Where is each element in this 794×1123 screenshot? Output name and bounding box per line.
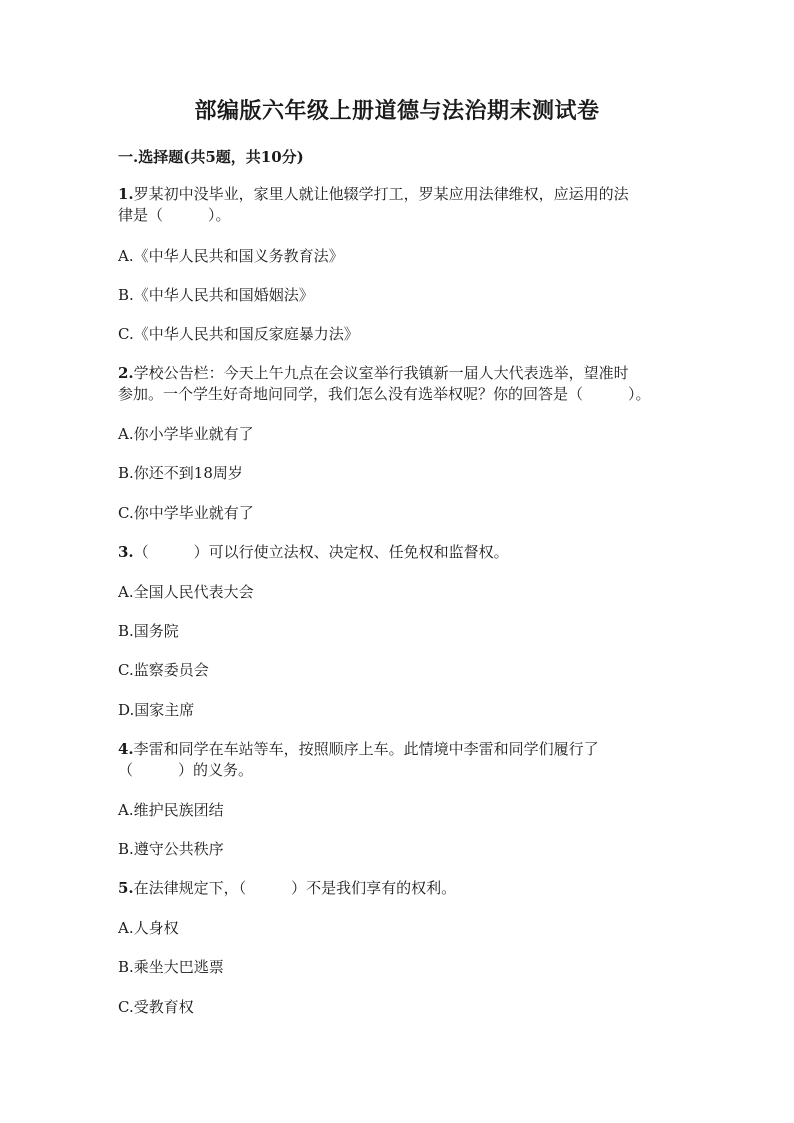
question-number: 5. [118, 879, 134, 897]
question-text-line: 罗某初中没毕业，家里人就让他辍学打工，罗某应用法律维权，应运用的法 [133, 185, 629, 203]
question-2-option-c: C.你中学毕业就有了 [118, 504, 254, 522]
question-5-stem [118, 878, 678, 899]
question-4-stem [118, 739, 678, 781]
question-text-line: 学校公告栏：今天上午九点在会议室举行我镇新一届人大代表选举，望准时 [133, 364, 629, 382]
question-text-line: （ ）的义务。 [118, 761, 254, 779]
question-3-stem [118, 542, 678, 563]
question-4-option-b: B.遵守公共秩序 [118, 840, 224, 858]
question-number: 3. [118, 543, 134, 561]
question-number: 4. [118, 740, 134, 758]
question-text-line: 律是（ ）。 [118, 206, 231, 224]
question-1-option-b: B.《中华人民共和国婚姻法》 [118, 286, 314, 304]
section-heading: 一.选择题(共5题，共10分) [118, 148, 304, 166]
question-2-option-a: A.你小学毕业就有了 [118, 425, 254, 443]
question-4-option-a: A.维护民族团结 [118, 801, 224, 819]
question-text-line: 李雷和同学在车站等车，按照顺序上车。此情境中李雷和同学们履行了 [133, 740, 599, 758]
question-3-option-a: A.全国人民代表大会 [118, 583, 254, 601]
question-3-option-c: C.监察委员会 [118, 661, 209, 679]
question-1-stem [118, 184, 678, 226]
question-number: 2. [118, 364, 134, 382]
question-text-line: 在法律规定下，（ ）不是我们享有的权利。 [133, 879, 457, 897]
question-5-option-c: C.受教育权 [118, 998, 194, 1016]
question-number: 1. [118, 185, 134, 203]
question-text-line: （ ）可以行使立法权、决定权、任免权和监督权。 [133, 543, 509, 561]
question-1-option-a: A.《中华人民共和国义务教育法》 [118, 247, 344, 265]
question-1-option-c: C.《中华人民共和国反家庭暴力法》 [118, 325, 359, 343]
document-title: 部编版六年级上册道德与法治期末测试卷 [194, 98, 600, 124]
question-2-stem [118, 363, 698, 405]
question-3-option-b: B.国务院 [118, 622, 179, 640]
question-3-option-d: D.国家主席 [118, 701, 195, 719]
question-text-line: 参加。一个学生好奇地问同学，我们怎么没有选举权呢？你的回答是（ ）。 [118, 385, 651, 403]
question-5-option-a: A.人身权 [118, 919, 179, 937]
question-2-option-b: B.你还不到18周岁 [118, 464, 243, 482]
question-5-option-b: B.乘坐大巴逃票 [118, 958, 224, 976]
